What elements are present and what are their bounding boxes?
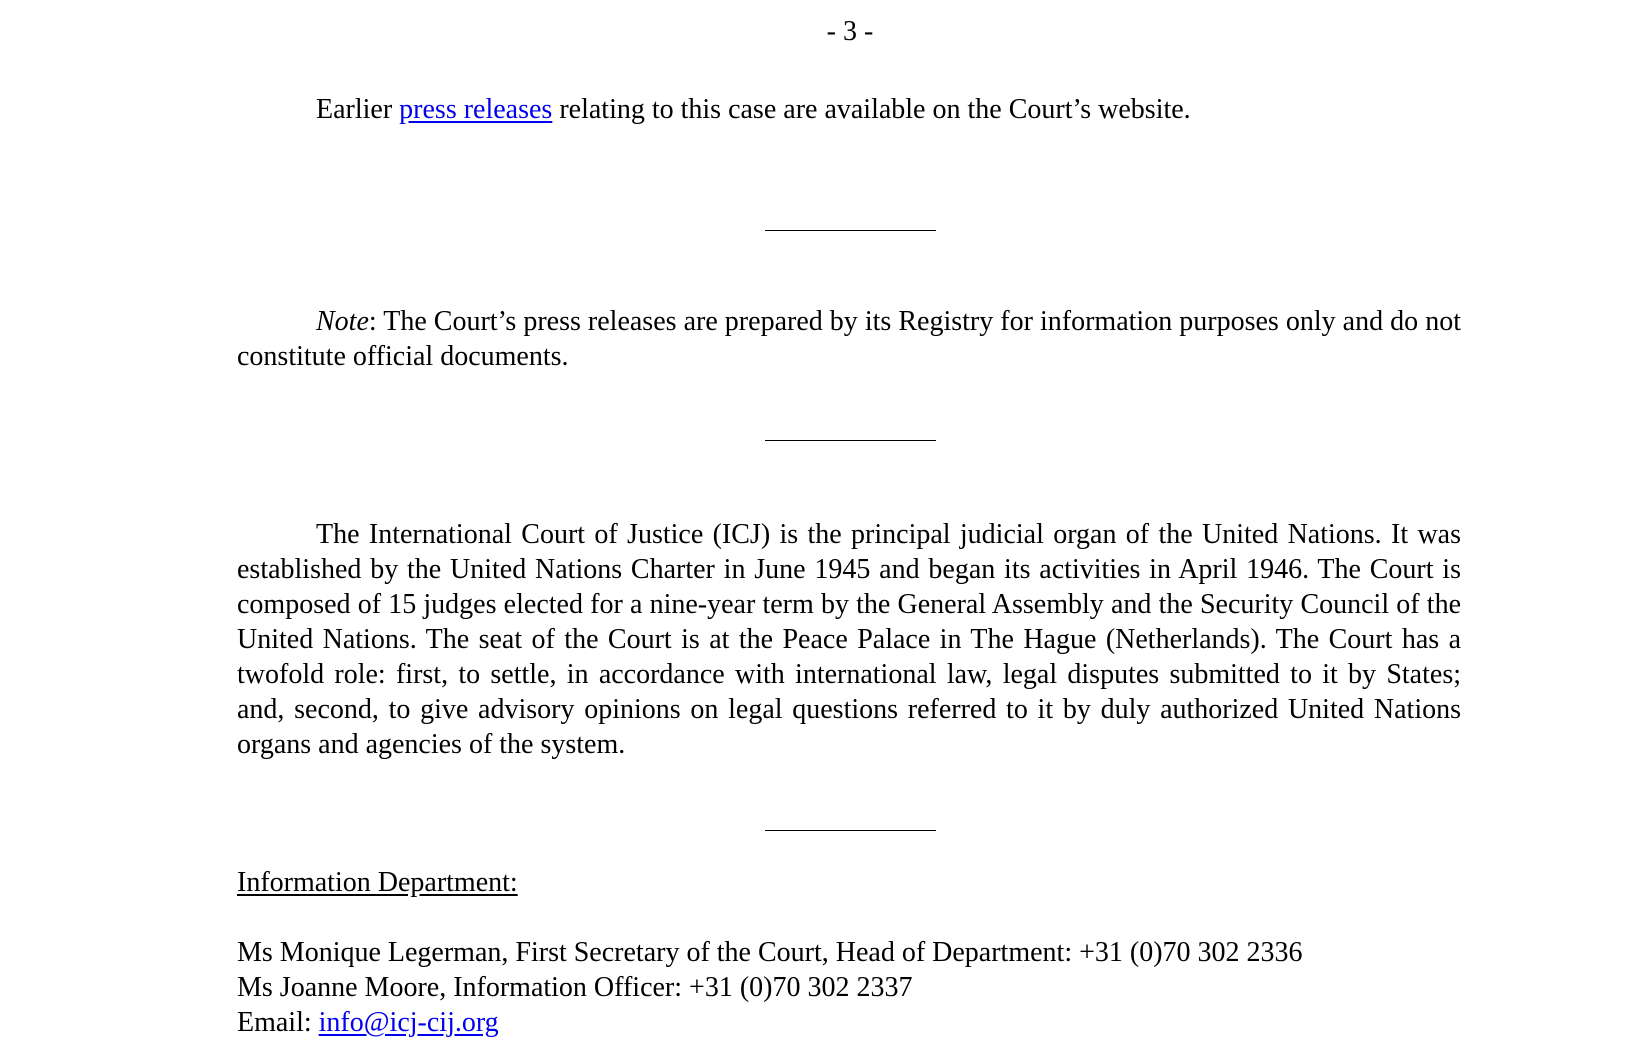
section-divider xyxy=(765,440,936,441)
note-text: : The Court’s press releases are prepared by its Registry for information purposes only and do not constitute official documents. xyxy=(237,306,1461,372)
earlier-prefix: Earlier xyxy=(316,94,400,125)
icj-description-paragraph: The International Court of Justice (ICJ) is the principal judicial organ of the United Nations. It was established by the United Nations Charter in June 1945 and began its activities in April 1946. The Court is composed of 15 judges elected for a nine-year term by the General Assembly and the Security Council of the United Nations. The seat of the Court is at the Peace Palace in The Hague (Netherlands). The Court has a twofold role: first, to settle, in accordance with international law, legal disputes submitted to it by States; and, second, to give advisory opinions on legal questions referred to it by duly authorized United Nations organs and agencies of the system. xyxy=(237,519,1461,760)
page-number: - 3 - xyxy=(826,16,874,47)
note-label: Note xyxy=(316,306,369,337)
press-releases-link[interactable]: press releases xyxy=(399,94,553,125)
contact-line: Ms Joanne Moore, Information Officer: +31 (0)70 302 2337 xyxy=(237,972,913,1003)
earlier-suffix: relating to this case are available on the Court’s website. xyxy=(552,94,1191,125)
section-divider xyxy=(765,830,936,831)
contact-line: Ms Monique Legerman, First Secretary of the Court, Head of Department: +31 (0)70 302 2336 xyxy=(237,937,1303,968)
note-paragraph xyxy=(237,304,1461,374)
section-divider xyxy=(765,230,936,231)
email-link[interactable]: info@icj-cij.org xyxy=(318,1007,499,1038)
email-line xyxy=(237,1005,499,1040)
earlier-press-releases-paragraph xyxy=(237,92,1461,127)
information-department-heading: Information Department: xyxy=(237,867,518,898)
email-label: Email: xyxy=(237,1007,319,1038)
